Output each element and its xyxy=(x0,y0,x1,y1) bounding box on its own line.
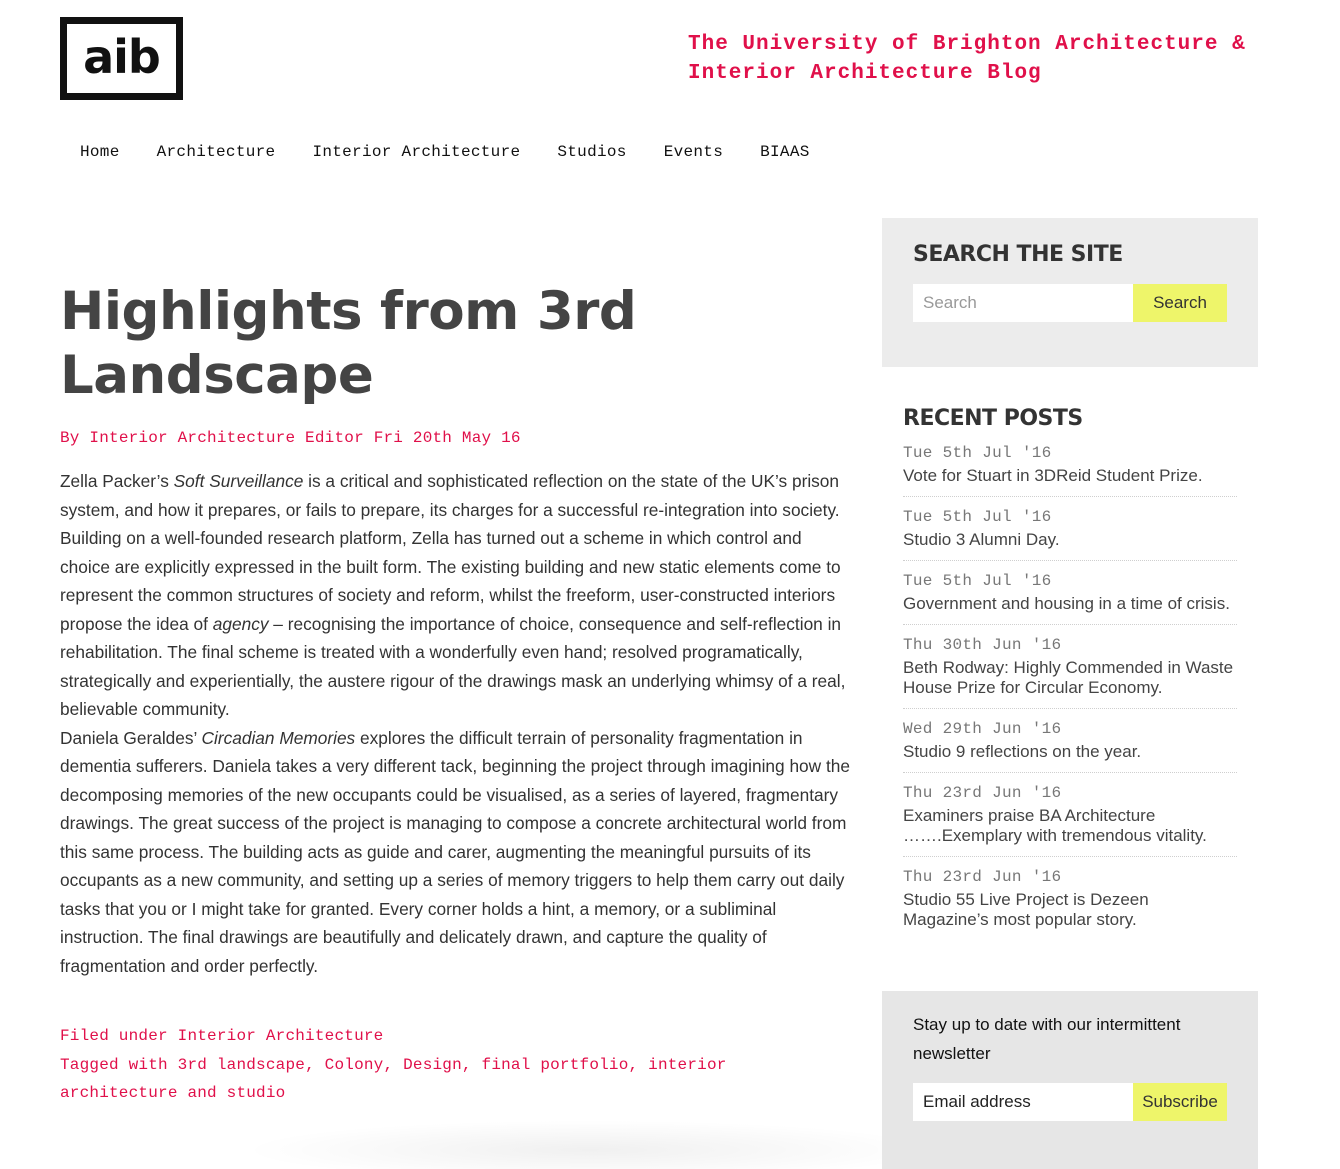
list-item xyxy=(903,719,1237,773)
text-run: Zella Packer’s xyxy=(60,471,174,491)
newsletter-widget xyxy=(882,991,1258,1169)
list-item xyxy=(903,783,1237,857)
newsletter-text: Stay up to date with our intermittent newsletter xyxy=(913,1015,1181,1063)
list-item xyxy=(903,443,1237,497)
recent-post-date: Tue 5th Jul '16 xyxy=(903,444,1052,462)
recent-posts-heading: RECENT POSTS xyxy=(903,406,1083,431)
recent-post-date: Thu 23rd Jun '16 xyxy=(903,784,1062,802)
recent-post-link[interactable]: Government and housing in a time of crisis. xyxy=(903,594,1230,613)
main-nav xyxy=(80,143,847,161)
text-run: Daniela Geraldes’ xyxy=(60,727,202,748)
recent-post-date: Tue 5th Jul '16 xyxy=(903,572,1052,590)
site-logo[interactable] xyxy=(60,17,183,100)
post-date: Fri 20th May 16 xyxy=(373,429,521,447)
text-run: – recognising the importance of choice, consequence and self-reflection in rehabilitation. The final scheme is treated with a wonderfully even hand; resolved programatically, strategically and experientially, the austere rigour of the drawings mask an underlying whimsy of a real, believable community. xyxy=(60,613,846,719)
recent-post-link[interactable]: Beth Rodway: Highly Commended in Waste House Prize for Circular Economy. xyxy=(903,658,1234,697)
subscribe-button[interactable]: Subscribe xyxy=(1133,1083,1227,1121)
nav-item-architecture[interactable]: Architecture xyxy=(156,143,276,161)
text-run: explores the difficult terrain of personality fragmentation in dementia sufferers. Daniela takes a very different tack, beginning the project through imagining how the decomposing memories of the new occupants could be visualised, as a series of layered, fragmentary drawings. The great success of the project is managing to compose a concrete architectural world from this same process. The building acts as guide and carer, augmenting the meaningful pursuits of its occupants as a new community, and setting up a series of memory triggers to help them carry out daily tasks that you or I might take for granted. Every corner holds a hint, a memory, or a subliminal instruction. The final drawings are beautifully and delicately drawn, and capture the quality of fragmentation and order perfectly. xyxy=(60,727,850,976)
recent-post-link[interactable]: Examiners praise BA Architecture …….Exemplary with tremendous vitality. xyxy=(903,806,1207,845)
recent-post-date: Wed 29th Jun '16 xyxy=(903,720,1062,738)
tag-link[interactable]: interior architecture xyxy=(60,1055,727,1102)
project-title: Circadian Memories xyxy=(201,727,356,748)
emphasis: agency xyxy=(212,613,269,634)
logo-text: aib xyxy=(83,29,160,84)
list-item xyxy=(903,571,1237,625)
recent-post-link[interactable]: Studio 3 Alumni Day. xyxy=(903,530,1060,549)
tag-link[interactable]: final portfolio xyxy=(481,1055,629,1074)
tags-and: and xyxy=(187,1084,217,1102)
recent-post-link[interactable]: Studio 55 Live Project is Dezeen Magazine’s most popular story. xyxy=(903,890,1149,929)
search-input[interactable] xyxy=(913,284,1134,322)
nav-item-interior-architecture[interactable]: Interior Architecture xyxy=(312,143,521,161)
nav-item-biaas[interactable]: BIAAS xyxy=(760,143,810,161)
nav-item-events[interactable]: Events xyxy=(663,143,724,161)
tag-link[interactable]: studio xyxy=(226,1084,286,1102)
recent-posts-list xyxy=(903,443,1237,950)
site-tagline[interactable]: The University of Brighton Architecture & Interior Architecture Blog xyxy=(688,33,1246,85)
tag-link[interactable]: 3rd landscape xyxy=(177,1055,306,1074)
filed-prefix: Filed under xyxy=(60,1027,168,1045)
tag-link[interactable]: Colony xyxy=(324,1055,384,1074)
list-item xyxy=(903,507,1237,561)
list-item xyxy=(903,867,1237,940)
tagged-with: Tagged with 3rd landscape, Colony, Design, final portfolio, interior architecture and studio xyxy=(60,1055,727,1102)
post-byline xyxy=(60,429,521,447)
author-link[interactable]: Interior Architecture Editor xyxy=(89,429,364,447)
email-field[interactable] xyxy=(913,1083,1134,1121)
decorative-shadow xyxy=(240,1120,940,1169)
list-item xyxy=(903,635,1237,709)
recent-post-date: Tue 5th Jul '16 xyxy=(903,508,1052,526)
search-widget xyxy=(882,218,1258,367)
text-run: is a critical and sophisticated reflection on the state of the UK’s prison system, and how it prepares, or fails to prepare, its charges for a successful re-integration into society. Building on a well-founded research platform, Zella has turned out a scheme in which control and choice are explicitly expressed in the built form. The existing building and new static elements come to represent the common structures of society and reform, whilst the freeform, user-constructed interiors propose the idea of xyxy=(60,471,841,634)
nav-item-studios[interactable]: Studios xyxy=(557,143,627,161)
post-meta xyxy=(60,1022,780,1108)
post-title: Highlights from 3rd Landscape xyxy=(60,281,637,406)
search-heading: SEARCH THE SITE xyxy=(913,242,1123,267)
filed-under xyxy=(60,1022,780,1051)
post-paragraph xyxy=(60,467,850,724)
post-body xyxy=(60,467,850,980)
byline-prefix: By xyxy=(60,429,80,447)
nav-item-home[interactable]: Home xyxy=(80,143,120,161)
post-paragraph xyxy=(60,724,850,981)
tag-link[interactable]: Design xyxy=(403,1055,462,1074)
recent-post-date: Thu 30th Jun '16 xyxy=(903,636,1062,654)
recent-post-date: Thu 23rd Jun '16 xyxy=(903,868,1062,886)
recent-post-link[interactable]: Vote for Stuart in 3DReid Student Prize. xyxy=(903,466,1203,485)
search-button[interactable]: Search xyxy=(1133,284,1227,322)
project-title: Soft Surveillance xyxy=(173,471,304,491)
recent-post-link[interactable]: Studio 9 reflections on the year. xyxy=(903,742,1142,761)
tagged-prefix: Tagged with xyxy=(60,1055,168,1074)
category-link[interactable]: Interior Architecture xyxy=(177,1027,384,1045)
